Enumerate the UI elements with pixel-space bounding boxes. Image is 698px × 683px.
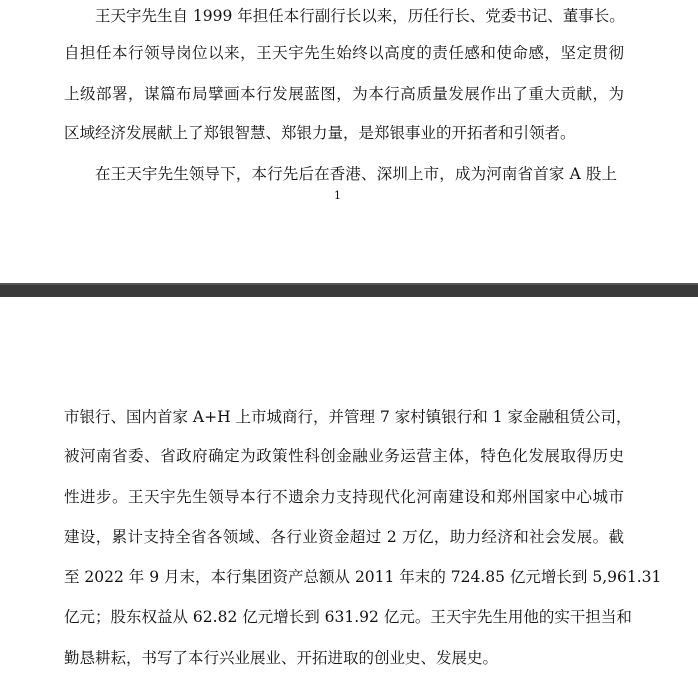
page-separator-shadow — [0, 283, 698, 285]
paragraph-line: 建设，累计支持全省各领域、各行业资金超过 2 万亿，助力经济和社会发展。截 — [64, 528, 624, 546]
paragraph-line: 被河南省委、省政府确定为政策性科创金融业务运营主体，特色化发展取得历史 — [64, 447, 624, 465]
document-page-2 — [0, 297, 698, 683]
paragraph-line: 至 2022 年 9 月末，本行集团资产总额从 2011 年末的 724.85 亿元增长到 5,961.31 — [64, 568, 662, 586]
paragraph-line: 在王天宇先生领导下，本行先后在香港、深圳上市，成为河南省首家 A 股上 — [95, 165, 617, 183]
paragraph-line: 市银行、国内首家 A+H 上市城商行，并管理 7 家村镇银行和 1 家金融租赁公司， — [64, 408, 632, 426]
paragraph-line: 性进步。王天宇先生领导本行不遗余力支持现代化河南建设和郑州国家中心城市 — [64, 488, 624, 506]
paragraph-line: 区域经济发展献上了郑银智慧、郑银力量，是郑银事业的开拓者和引领者。 — [64, 124, 576, 142]
page-separator — [0, 283, 698, 297]
paragraph-line: 勤恳耕耘，书写了本行兴业展业、开拓进取的创业史、发展史。 — [64, 649, 499, 667]
paragraph-line: 自担任本行领导岗位以来，王天宇先生始终以高度的责任感和使命感，坚定贯彻 — [64, 44, 624, 62]
paragraph-line: 王天宇先生自 1999 年担任本行副行长以来，历任行长、党委书记、董事长。 — [95, 7, 625, 25]
document-page-1 — [0, 0, 698, 283]
paragraph-line: 上级部署，谋篇布局擘画本行发展蓝图，为本行高质量发展作出了重大贡献，为 — [64, 85, 624, 103]
paragraph-line: 亿元；股东权益从 62.82 亿元增长到 631.92 亿元。王天宇先生用他的实干担当和 — [64, 608, 632, 626]
page-number: 1 — [334, 189, 341, 202]
